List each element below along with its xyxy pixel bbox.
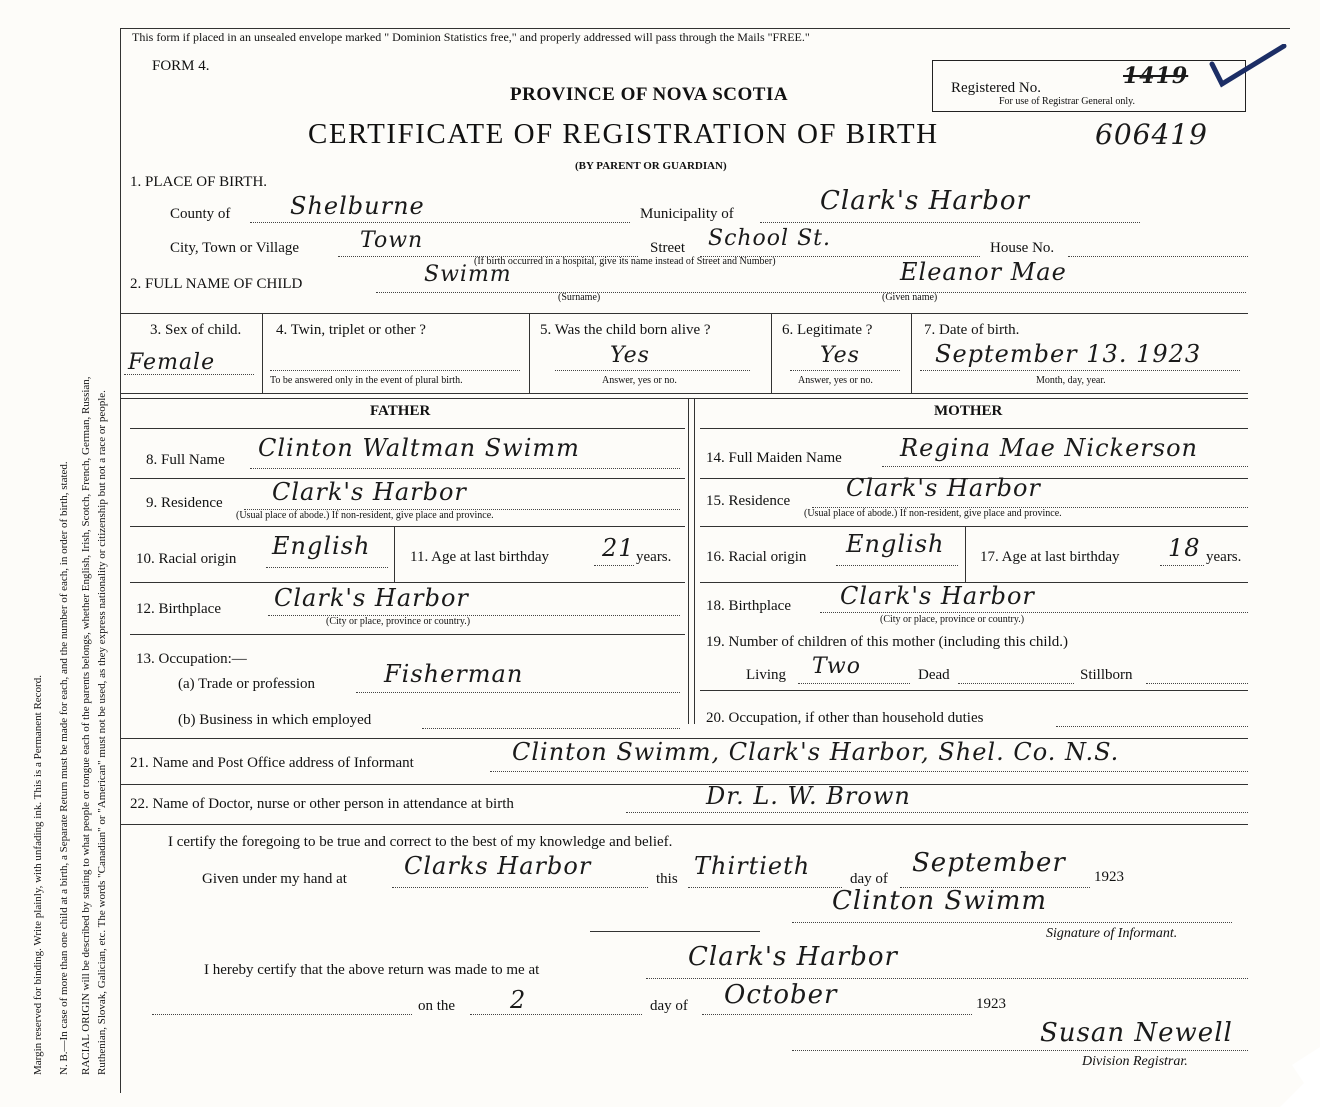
father-residence-note: (Usual place of abode.) If non-resident, give place and province. [236,510,494,521]
date-of-birth-value: September 13. 1923 [935,340,1202,368]
father-trade-label: (a) Trade or profession [178,676,316,692]
father-racial-origin-value: English [272,532,371,560]
municipality-value: Clark's Harbor [820,186,1030,216]
torn-corner [1280,1047,1320,1107]
registered-number-label: Registered No. [951,80,1041,96]
father-trade-value: Fisherman [384,660,524,688]
mother-children-label: 19. Number of children of this mother (including this child.) [706,634,1069,650]
mother-racial-origin-label: 16. Racial origin [706,549,807,565]
margin-note-racial-origin-1: RACIAL ORIGIN will be described by stating to what people or tongue each of the parents belongs, whether English, Irish, Scotch, French, German, Russian, [80,376,92,1075]
father-residence-label: 9. Residence [146,495,223,511]
mother-racial-origin-value: English [846,530,945,558]
surname-note: (Surname) [558,292,601,303]
doctor-label: 22. Name of Doctor, nurse or other person in attendance at birth [130,796,514,812]
registrar-on-the-label: on the [418,998,456,1014]
registrar-signature: Susan Newell [1040,1018,1233,1048]
father-age-label: 11. Age at last birthday [410,549,549,565]
mother-name-label: 14. Full Maiden Name [706,450,842,466]
child-given-name-value: Eleanor Mae [900,258,1067,286]
father-residence-value: Clark's Harbor [272,478,467,506]
sex-label: 3. Sex of child. [150,322,242,338]
given-name-note: (Given name) [882,292,938,303]
legitimate-value: Yes [820,343,860,368]
house-number-label: House No. [990,240,1055,256]
mother-residence-value: Clark's Harbor [846,474,1041,502]
given-place-value: Clarks Harbor [404,852,592,880]
father-name-value: Clinton Waltman Swimm [258,434,580,462]
registrar-signature-label: Division Registrar. [1082,1054,1188,1069]
mother-age-years: years. [1206,549,1242,565]
mother-age-label: 17. Age at last birthday [980,549,1120,565]
place-of-birth-label: 1. PLACE OF BIRTH. [130,174,268,190]
this-label: this [656,871,678,887]
father-heading: FATHER [370,403,431,419]
hospital-note: (If birth occurred in a hospital, give its name instead of Street and Number) [474,256,776,267]
handwritten-certificate-number: 606419 [1095,118,1208,151]
child-name-label: 2. FULL NAME OF CHILD [130,276,303,292]
street-value: School St. [708,226,831,251]
margin-note-binding: Margin reserved for binding. Write plainly, with unfading ink. This is a Permanent Record. [32,675,44,1075]
born-alive-value: Yes [610,343,650,368]
informant-label: 21. Name and Post Office address of Informant [130,755,414,771]
registered-number-value: 1419 [1123,63,1189,89]
street-label: Street [650,240,685,256]
registrar-month-value: October [724,980,838,1010]
city-value: Town [360,228,424,253]
father-occupation-label: 13. Occupation:— [136,651,247,667]
certification-statement: I certify the foregoing to be true and correct to the best of my knowledge and belief. [168,834,673,850]
father-racial-origin-label: 10. Racial origin [136,551,237,567]
sex-value: Female [128,350,216,375]
informant-value: Clinton Swimm, Clark's Harbor, Shel. Co. N.S. [512,738,1120,766]
registrar-year-value: 1923 [976,996,1006,1012]
certificate-subtitle: (BY PARENT OR GUARDIAN) [575,160,727,172]
certification-day-value: Thirtieth [694,852,811,880]
form-number: FORM 4. [152,58,210,74]
father-name-label: 8. Full Name [146,452,225,468]
city-label: City, Town or Village [170,240,300,256]
registrar-day-value: 2 [510,986,527,1014]
informant-signature: Clinton Swimm [832,886,1048,916]
mother-residence-note: (Usual place of abode.) If non-resident, give place and province. [804,508,1062,519]
registrar-statement: I hereby certify that the above return was made to me at [204,962,540,978]
mother-birthplace-label: 18. Birthplace [706,598,791,614]
registered-number-note: For use of Registrar General only. [999,96,1135,107]
mother-heading: MOTHER [934,403,1003,419]
born-alive-label: 5. Was the child born alive ? [540,322,711,338]
born-alive-note: Answer, yes or no. [602,375,677,386]
mother-birthplace-value: Clark's Harbor [840,582,1035,610]
informant-signature-label: Signature of Informant. [1046,926,1178,941]
legitimate-label: 6. Legitimate ? [782,322,873,338]
mother-birthplace-note: (City or place, province or country.) [880,614,1025,625]
mother-living-value: Two [812,654,861,679]
margin-note-plural-births: N. B.—In case of more than one child at a birth, a Separate Return must be made for each, and the number of each, in order of birth, stated. [58,461,70,1075]
mother-stillborn-label: Stillborn [1080,667,1133,683]
margin-note-racial-origin-2: Ruthenian, Slovak, Galician, etc. The words "Canadian" or "American" must not be used, as they express nationality or citizenship but not a race or people. [96,390,108,1075]
child-surname-value: Swimm [424,262,512,287]
date-of-birth-label: 7. Date of birth. [924,322,1020,338]
province-heading: PROVINCE OF NOVA SCOTIA [510,84,789,105]
father-business-label: (b) Business in which employed [178,712,372,728]
date-of-birth-note: Month, day, year. [1036,375,1106,386]
doctor-value: Dr. L. W. Brown [706,782,911,810]
father-age-years: years. [636,549,672,565]
legitimate-note: Answer, yes or no. [798,375,873,386]
father-birthplace-value: Clark's Harbor [274,584,469,612]
mother-residence-label: 15. Residence [706,493,791,509]
father-birthplace-note: (City or place, province or country.) [326,616,471,627]
registered-number-box [932,60,1246,112]
registrar-place-value: Clark's Harbor [688,942,898,972]
municipality-label: Municipality of [640,206,734,222]
twin-note: To be answered only in the event of plural birth. [270,375,463,386]
certificate-title: CERTIFICATE OF REGISTRATION OF BIRTH [308,118,939,150]
mother-name-value: Regina Mae Nickerson [900,434,1198,462]
certification-month-value: September [912,848,1066,878]
county-value: Shelburne [290,192,425,220]
mail-notice: This form if placed in an unsealed envelope marked " Dominion Statistics free," and properly addressed will pass through the Mails "FREE." [132,30,810,44]
county-label: County of [170,206,231,222]
given-under-hand-label: Given under my hand at [202,871,347,887]
certification-day-of-label: day of [850,871,888,887]
mother-living-label: Living [746,667,786,683]
father-age-value: 21 [602,534,635,562]
mother-age-value: 18 [1168,534,1201,562]
twin-label: 4. Twin, triplet or other ? [276,322,426,338]
certification-year-value: 1923 [1094,869,1124,885]
mother-dead-label: Dead [918,667,950,683]
registrar-day-of-label: day of [650,998,688,1014]
check-mark-icon [1208,44,1288,94]
mother-occupation-label: 20. Occupation, if other than household duties [706,710,984,726]
father-birthplace-label: 12. Birthplace [136,601,221,617]
